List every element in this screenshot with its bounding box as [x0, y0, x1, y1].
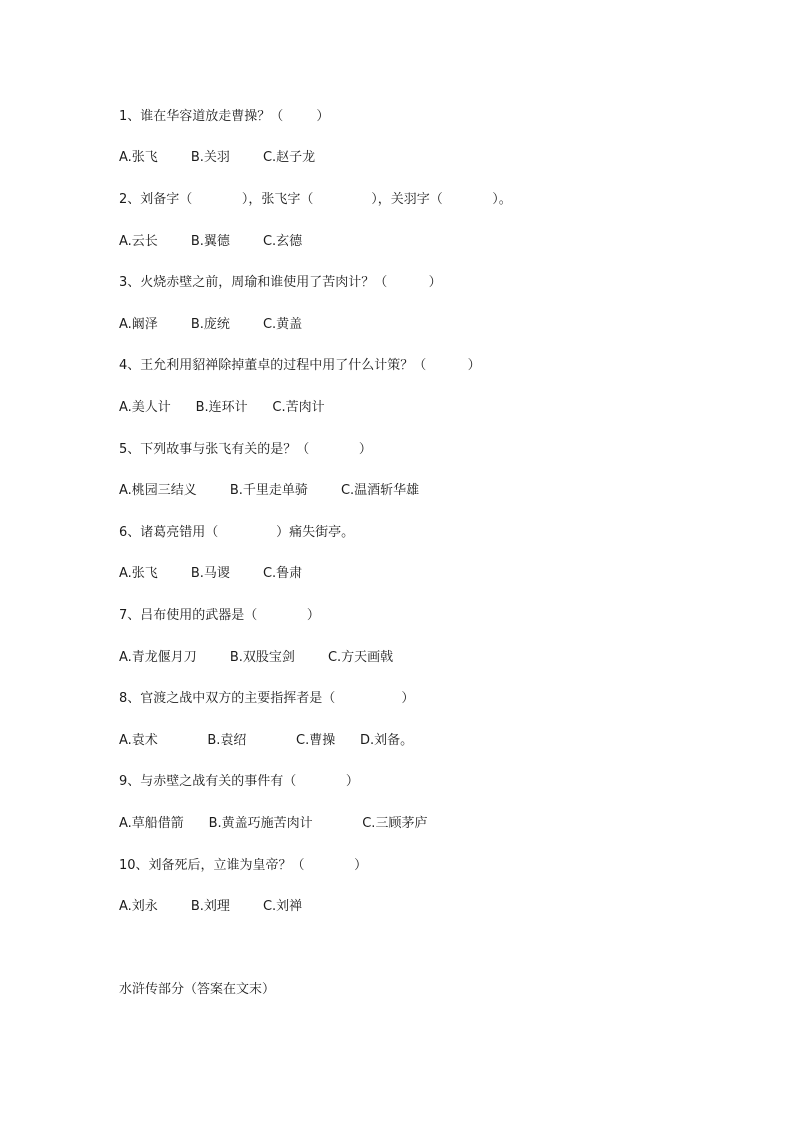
question-9: 9、与赤壁之战有关的事件有（ ）	[119, 774, 359, 789]
question-6: 6、诸葛亮错用（ ）痛失街亭。	[119, 525, 355, 540]
options-2: A.云长 B.翼德 C.玄德	[119, 234, 303, 249]
question-3: 3、火烧赤壁之前，周瑜和谁使用了苦肉计？（ ）	[119, 275, 442, 290]
options-7: A.青龙偃月刀 B.双股宝剑 C.方天画戟	[119, 650, 394, 665]
options-5: A.桃园三结义 B.千里走单骑 C.温酒斩华雄	[119, 483, 420, 498]
question-8: 8、官渡之战中双方的主要指挥者是（ ）	[119, 691, 415, 706]
question-10: 10、刘备死后，立谁为皇帝？（ ）	[119, 858, 368, 873]
options-6: A.张飞 B.马谡 C.鲁肃	[119, 566, 303, 581]
options-8: A.袁术 B.袁绍 C.曹操 D.刘备。	[119, 733, 414, 748]
question-4: 4、王允利用貂禅除掉董卓的过程中用了什么计策？（ ）	[119, 358, 481, 373]
options-9: A.草船借箭 B.黄盖巧施苦肉计 C.三顾茅庐	[119, 816, 428, 831]
question-5: 5、下列故事与张飞有关的是？（ ）	[119, 442, 372, 457]
options-10: A.刘永 B.刘理 C.刘禅	[119, 899, 303, 914]
question-7: 7、吕布使用的武器是（ ）	[119, 608, 320, 623]
options-3: A.阚泽 B.庞统 C.黄盖	[119, 317, 303, 332]
question-2: 2、刘备字（ ），张飞字（ ），关羽字（ ）。	[119, 192, 512, 207]
section-heading: 水浒传部分（答案在文末）	[119, 982, 276, 997]
options-4: A.美人计 B.连环计 C.苦肉计	[119, 400, 325, 415]
options-1: A.张飞 B.关羽 C.赵子龙	[119, 150, 316, 165]
question-1: 1、谁在华容道放走曹操？（ ）	[119, 109, 330, 124]
